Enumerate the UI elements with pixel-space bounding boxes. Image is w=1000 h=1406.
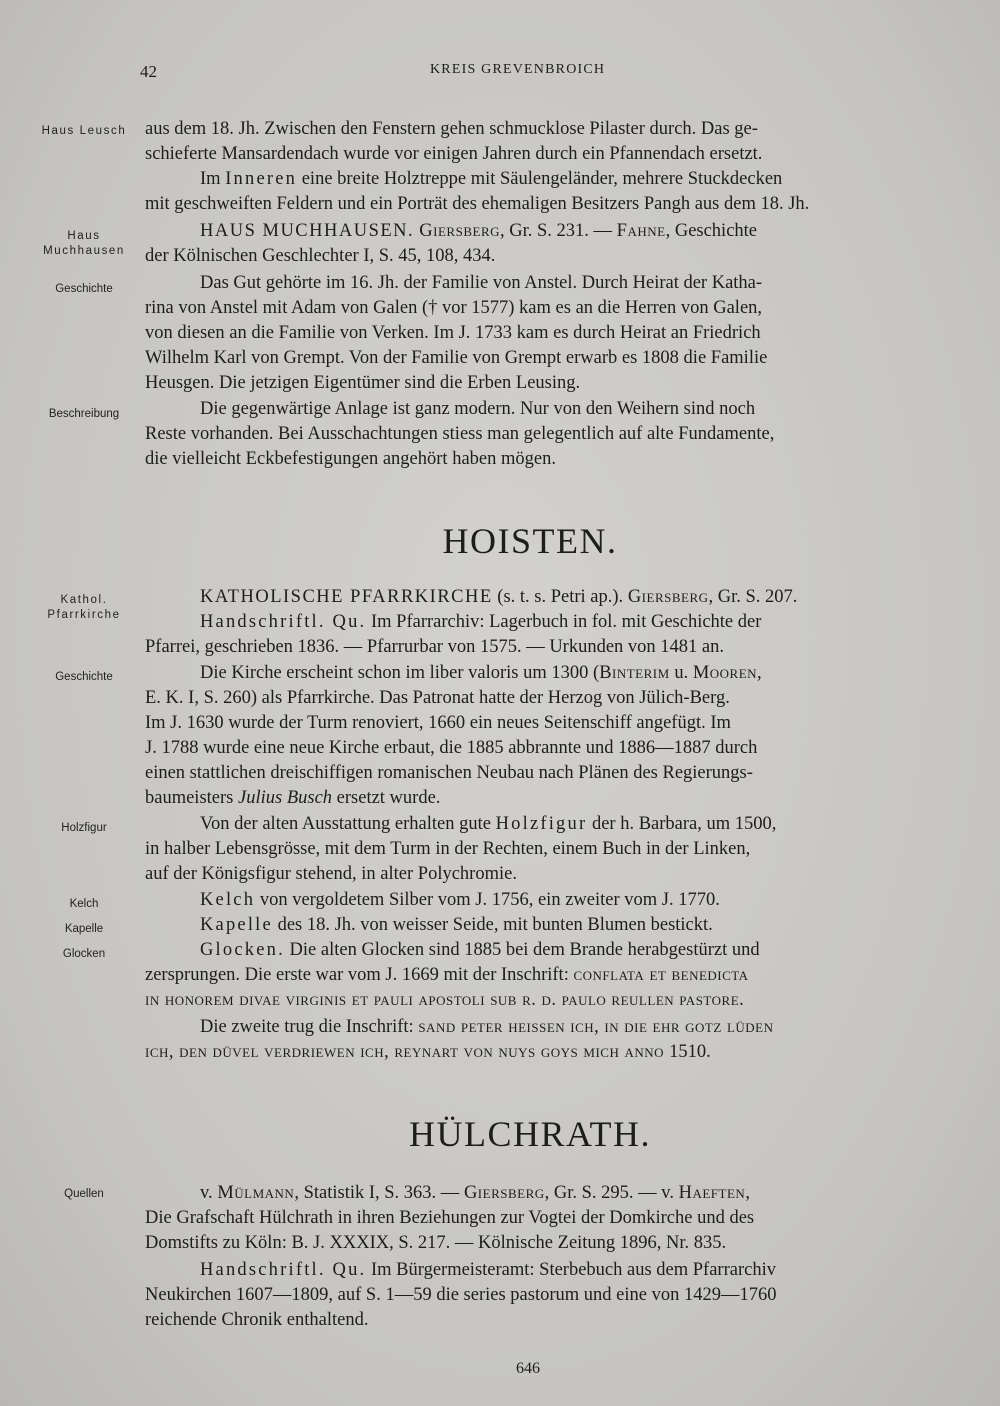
margin-note-kapelle: Kapelle <box>64 923 104 935</box>
margin-note-kelch: Kelch <box>69 898 99 910</box>
text-line: Pfarrei, geschrieben 1836. — Pfarrurbar von 1575. — Urkunden von 1481 an. <box>145 637 725 657</box>
text-line: Die Kirche erscheint schon im liber valoris um 1300 (Binterim u. Mooren, <box>200 663 762 683</box>
margin-note-muchhausen: Muchhausen <box>43 245 125 257</box>
entry-title-pfarrkirche: KATHOLISCHE PFARRKIRCHE <box>200 587 493 607</box>
margin-note-geschichte-2: Geschichte <box>55 671 113 683</box>
section-heading-hoisten: HOISTEN. <box>442 521 618 561</box>
text-line: Die gegenwärtige Anlage ist ganz modern. Nur von den Weihern sind noch <box>200 399 756 419</box>
page-number: 42 <box>140 62 157 81</box>
section-heading-huelchrath: HÜLCHRATH. <box>408 1114 651 1154</box>
text-line: Glocken. Die alten Glocken sind 1885 bei dem Brande herabgestürzt und <box>200 940 760 960</box>
text-line: Von der alten Ausstattung erhalten gute Holzfigur der h. Barbara, um 1500, <box>200 814 777 834</box>
text-line: Domstifts zu Köln: B. J. XXXIX, S. 217. — Kölnische Zeitung 1896, Nr. 835. <box>145 1233 727 1253</box>
margin-note-haus: Haus <box>67 230 101 242</box>
text-line: v. Mülmann, Statistik I, S. 363. — Giersberg, Gr. S. 295. — v. Haeften, <box>200 1183 750 1203</box>
text-line: Die zweite trug die Inschrift: sand peter heissen ich, in die ehr gotz lüden <box>200 1017 774 1037</box>
entry-title-line: KATHOLISCHE PFARRKIRCHE (s. t. s. Petri ap.). Giersberg, Gr. S. 207. <box>200 587 798 607</box>
entry-title-line: HAUS MUCHHAUSEN. Giersberg, Gr. S. 231. — Fahne, Geschichte <box>200 221 758 241</box>
folio-number: 646 <box>516 1360 540 1377</box>
margin-note-kathol: Kathol. <box>60 594 108 606</box>
text-line: Handschriftl. Qu. Im Bürgermeisteramt: Sterbebuch aus dem Pfarrarchiv <box>200 1260 776 1280</box>
text-line: auf der Königsfigur stehend, in alter Polychromie. <box>145 864 517 884</box>
text-line: Im Inneren eine breite Holztreppe mit Säulengeländer, mehrere Stuckdecken <box>200 169 783 189</box>
entry-title-muchhausen: HAUS MUCHHAUSEN. <box>200 221 415 241</box>
text-line: Im J. 1630 wurde der Turm renoviert, 1660 ein neues Seitenschiff angefügt. Im <box>145 713 731 733</box>
text-line: zersprungen. Die erste war vom J. 1669 mit der Inschrift: conflata et benedicta <box>145 965 749 985</box>
text-line: der Kölnischen Geschlechter I, S. 45, 108, 434. <box>145 246 496 266</box>
text-line: Wilhelm Karl von Grempt. Von der Familie von Grempt erwarb es 1808 die Familie <box>145 348 768 368</box>
text-line: die vielleicht Eckbefestigungen angehört haben mögen. <box>145 449 556 469</box>
text-line: Kapelle des 18. Jh. von weisser Seide, mit bunten Blumen bestickt. <box>200 915 713 935</box>
margin-note-geschichte: Geschichte <box>55 283 113 295</box>
margin-note-holzfigur: Holzfigur <box>61 822 107 834</box>
text-line: reichende Chronik enthaltend. <box>145 1310 369 1330</box>
text-line: Kelch von vergoldetem Silber vom J. 1756, ein zweiter vom J. 1770. <box>200 890 720 910</box>
architect-name: Julius Busch <box>238 788 333 808</box>
text-line: J. 1788 wurde eine neue Kirche erbaut, die 1885 abbrannte und 1886—1887 durch <box>145 738 758 758</box>
text-line: baumeisters Julius Busch ersetzt wurde. <box>145 788 441 808</box>
text-line: einen stattlichen dreischiffigen romanischen Neubau nach Plänen des Regierungs- <box>145 763 753 783</box>
text-line: Die Grafschaft Hülchrath in ihren Beziehungen zur Vogtei der Domkirche und des <box>145 1208 755 1228</box>
text-line: mit geschweiften Feldern und ein Porträt des ehemaligen Besitzers Pangh aus dem 18. Jh. <box>145 194 810 214</box>
margin-note-quellen: Quellen <box>64 1188 104 1200</box>
text-line: in halber Lebensgrösse, mit dem Turm in der Rechten, einem Buch in der Linken, <box>145 839 751 859</box>
text-line: Neukirchen 1607—1809, auf S. 1—59 die series pastorum und eine von 1429—1760 <box>145 1285 777 1305</box>
text-line: Heusgen. Die jetzigen Eigentümer sind die Erben Leusing. <box>145 373 581 393</box>
text-line: rina von Anstel mit Adam von Galen († vor 1577) kam es an die Herren von Galen, <box>145 298 763 318</box>
text-line: von diesen an die Familie von Verken. Im J. 1733 kam es durch Heirat an Friedrich <box>145 323 761 343</box>
inscription-line: in honorem divae virginis et pauli apostoli sub r. d. paulo reullen pastore. <box>145 990 745 1010</box>
text-line: aus dem 18. Jh. Zwischen den Fenstern gehen schmucklose Pilaster durch. Das ge- <box>145 119 758 139</box>
text-line: schieferte Mansardendach wurde vor einigen Jahren durch ein Pfannendach ersetzt. <box>145 144 763 164</box>
inscription-line: ich, den düvel verdriewen ich, reynart von nuys goys mich anno 1510. <box>145 1042 711 1062</box>
text-line: Reste vorhanden. Bei Ausschachtungen stiess man gelegentlich auf alte Fundamente, <box>145 424 775 444</box>
keyword-inneren: Inneren <box>225 169 298 189</box>
text-line: E. K. I, S. 260) als Pfarrkirche. Das Patronat hatte der Herzog von Jülich-Berg. <box>145 688 730 708</box>
margin-note-haus-leusch: Haus Leusch <box>41 125 127 137</box>
margin-note-pfarrkirche: Pfarrkirche <box>47 609 121 621</box>
running-title: KREIS GREVENBROICH <box>430 62 606 77</box>
text-line: Handschriftl. Qu. Im Pfarrarchiv: Lagerbuch in fol. mit Geschichte der <box>200 612 762 632</box>
text-line: Das Gut gehörte im 16. Jh. der Familie von Anstel. Durch Heirat der Katha- <box>200 273 763 293</box>
margin-note-beschreibung: Beschreibung <box>48 408 120 420</box>
margin-note-glocken: Glocken <box>62 948 106 960</box>
